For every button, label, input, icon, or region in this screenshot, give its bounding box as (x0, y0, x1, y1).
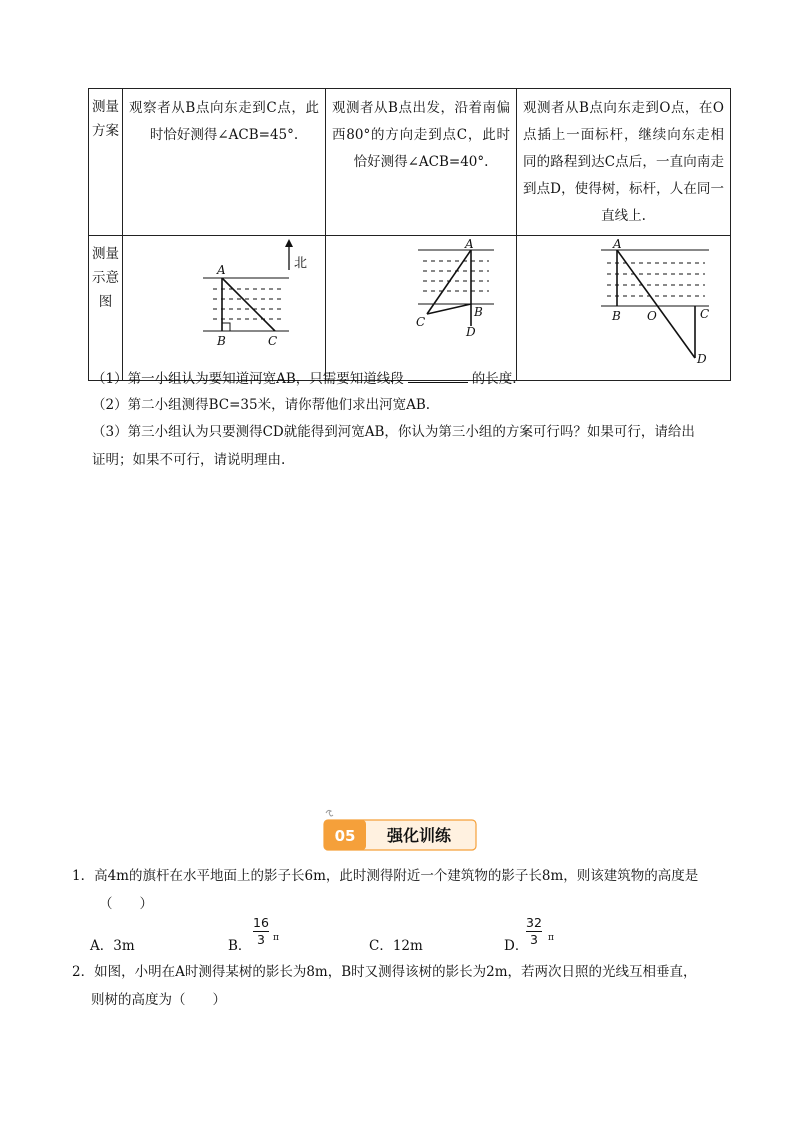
choice-d-fraction: 32 3 (526, 915, 542, 947)
plan1-cell: 观察者从B点向东走到C点，此时恰好测得∠ACB=45°. (123, 89, 326, 236)
table-row (89, 236, 731, 381)
label-d: D (697, 352, 707, 366)
plan2-cell: 观测者从B点出发，沿着南偏西80°的方向走到点C，此时恰好测得∠ACB=40°. (326, 89, 517, 236)
label-a: A (217, 263, 226, 277)
label-d: D (466, 325, 476, 339)
label-c: C (268, 334, 278, 348)
label-a: A (613, 237, 622, 251)
choice-d-pi: π (548, 933, 554, 943)
diagram2 (326, 236, 516, 374)
label-c: C (700, 307, 710, 321)
banner-number: 05 (334, 827, 356, 845)
diagram1 (123, 236, 325, 374)
diagram2-cell (326, 236, 517, 381)
choice-a[interactable]: A．3m (90, 938, 135, 954)
problem-1-choices (90, 916, 690, 956)
row-header-plan: 测量方案 (89, 89, 123, 236)
diagram3-cell (517, 236, 731, 381)
survey-table (88, 88, 731, 381)
label-c: C (416, 315, 426, 329)
question-1: （1）第一小组认为要知道河宽AB，只需要知道线段 的长度. (92, 365, 742, 393)
diagram3 (517, 236, 729, 374)
choice-c[interactable]: C．12m (369, 938, 423, 954)
problem-1: 1．高4m的旗杆在水平地面上的影子长6m，此时测得附近一个建筑物的影子长8m，则该建筑物的高度是 （ ） (72, 868, 699, 912)
banner-title: 强化训练 (386, 826, 452, 845)
answer-blank[interactable] (408, 368, 468, 383)
label-b: B (217, 334, 226, 348)
choice-b[interactable]: B． (228, 938, 252, 954)
problem-2: 2．如图，小明在A时测得某树的影长为8m，B时又测得该树的影长为2m，若两次日照的光线互相垂直， 则树的高度为（ ） (72, 964, 697, 1008)
choice-d[interactable]: D． (504, 938, 529, 954)
section-banner (322, 808, 478, 856)
choice-b-fraction: 16 3 (253, 915, 269, 947)
plan3-cell: 观测者从B点向东走到O点，在O点插上一面标杆，继续向东走相同的路程到达C点后，一直向南走到点D，使得树，标杆，人在同一直线上. (517, 89, 731, 236)
table-row (89, 89, 731, 236)
question-3: （3）第三小组认为只要测得CD就能得到河宽AB，你认为第三小组的方案可行吗？如果可行，请给出 证明；如果不可行，请说明理由. (92, 424, 695, 468)
choice-b-pi: π (273, 933, 279, 943)
row-header-diagram: 测量示意图 (89, 236, 123, 381)
label-o: O (647, 309, 657, 323)
label-b: B (612, 309, 621, 323)
label-north: 北 (294, 256, 308, 271)
question-2: （2）第二小组测得BC=35米，请你帮他们求出河宽AB. (92, 397, 431, 413)
label-a: A (465, 237, 474, 251)
diagram1-cell (123, 236, 326, 381)
label-b: B (474, 305, 483, 319)
